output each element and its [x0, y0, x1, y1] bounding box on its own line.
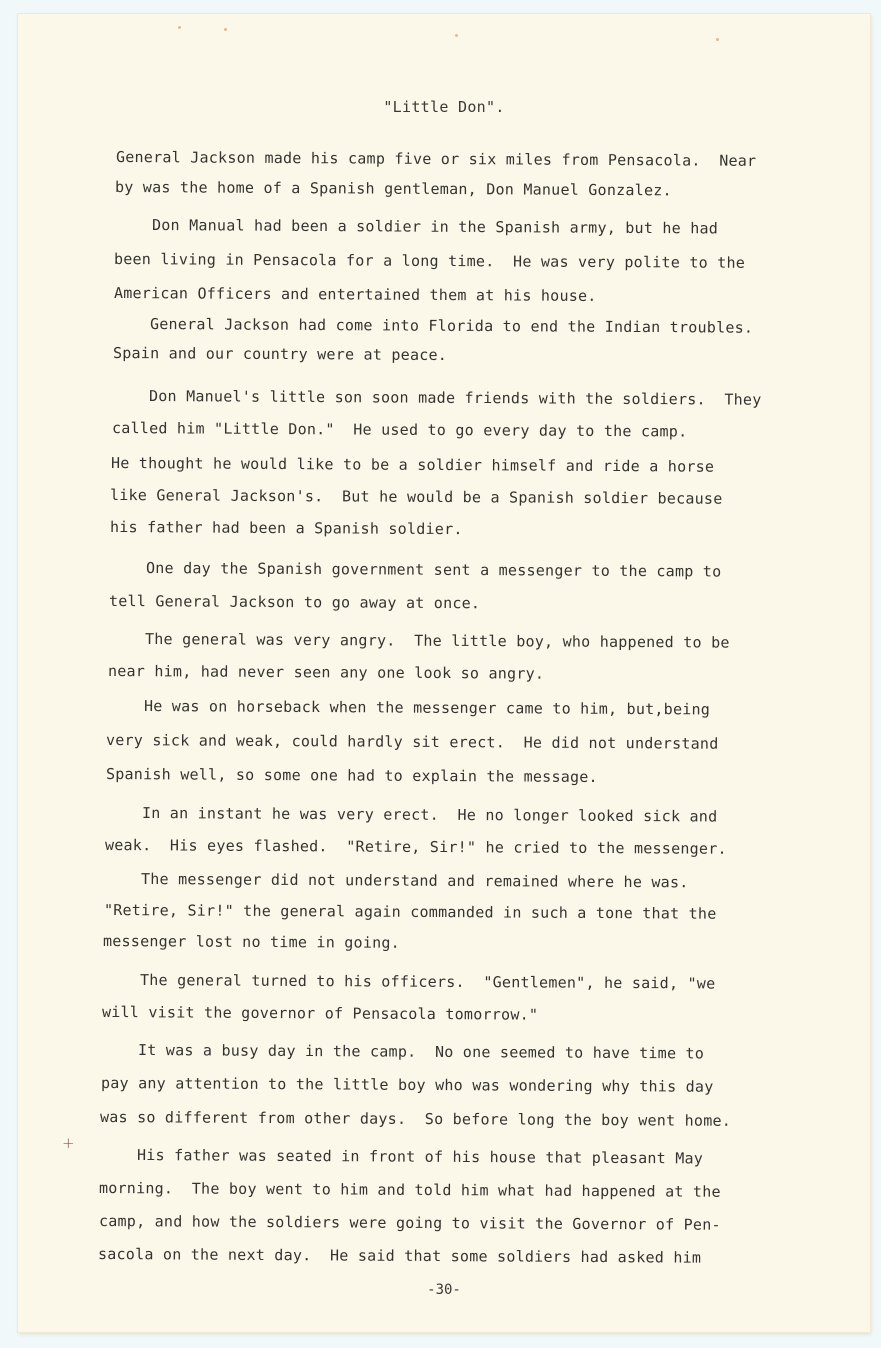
paper-speck: [224, 28, 227, 31]
text-line: messenger lost no time in going.: [103, 932, 401, 952]
text-line: General Jackson made his camp five or six miles from Pensacola. Near: [115, 148, 757, 170]
text-line: sacola on the next day. He said that some soldiers had asked him: [97, 1245, 702, 1267]
text-line: His father was seated in front of his house that pleasant May: [136, 1146, 703, 1168]
text-line: by was the home of a Spanish gentleman, Don Manuel Gonzalez.: [115, 178, 673, 200]
text-line: Don Manuel's little son soon made friends with the soldiers. They: [149, 387, 762, 409]
text-line: One day the Spanish government sent a messenger to the camp to: [146, 559, 722, 581]
text-line: tell General Jackson to go away at once.: [108, 592, 480, 613]
text-line: In an instant he was very erect. He no longer looked sick and: [142, 804, 718, 826]
text-line: He was on horseback when the messenger came to him, but,being: [143, 697, 711, 719]
text-line: very sick and weak, could hardly sit erect. He did not understand: [106, 731, 719, 753]
page-number: -30-: [427, 1282, 461, 1298]
text-line: been living in Pensacola for a long time. He was very polite to the: [114, 250, 746, 272]
paper-speck: [716, 38, 719, 41]
text-line: morning. The boy went to him and told him what had happened at the: [99, 1179, 721, 1201]
paper-speck: [455, 34, 458, 37]
text-line: It was a busy day in the camp. No one seemed to have time to: [138, 1041, 705, 1063]
text-line: Don Manual had been a soldier in the Spanish army, but he had: [151, 216, 719, 238]
text-line: He thought he would like to be a soldier himself and ride a horse: [110, 454, 715, 476]
text-line: The messenger did not understand and remained where he was.: [141, 870, 689, 892]
text-line: camp, and how the soldiers were going to visit the Governor of Pen-: [98, 1212, 721, 1234]
text-line: General Jackson had come into Florida to end the Indian troubles.: [150, 315, 754, 337]
text-line: weak. His eyes flashed. "Retire, Sir!" he cried to the messenger.: [104, 836, 727, 858]
text-line: his father had been a Spanish soldier.: [109, 518, 463, 539]
text-line: Spanish well, so some one had to explain the message.: [105, 765, 598, 787]
text-line: pay any attention to the little boy who was wondering why this day: [100, 1074, 714, 1096]
document-page: [18, 14, 870, 1332]
text-line: Spain and our country were at peace.: [112, 344, 447, 365]
text-line: The general was very angry. The little boy, who happened to be: [145, 630, 730, 652]
text-line: near him, had never seen any one look so angry.: [107, 662, 544, 683]
text-line: was so different from other days. So before long the boy went home.: [100, 1108, 732, 1130]
text-line: will visit the governor of Pensacola tomorrow.": [101, 1003, 539, 1024]
text-line: The general turned to his officers. "Gentlemen", he said, "we: [139, 971, 715, 993]
paper-speck: [178, 26, 181, 29]
document-title: "Little Don".: [383, 98, 505, 116]
text-line: called him "Little Don." He used to go every day to the camp.: [111, 419, 687, 441]
text-line: American Officers and entertained them at his house.: [113, 284, 597, 305]
margin-annotation: +: [62, 1134, 75, 1152]
text-line: "Retire, Sir!" the general again commanded in such a tone that the: [103, 901, 717, 923]
text-line: like General Jackson's. But he would be a Spanish soldier because: [110, 486, 723, 508]
